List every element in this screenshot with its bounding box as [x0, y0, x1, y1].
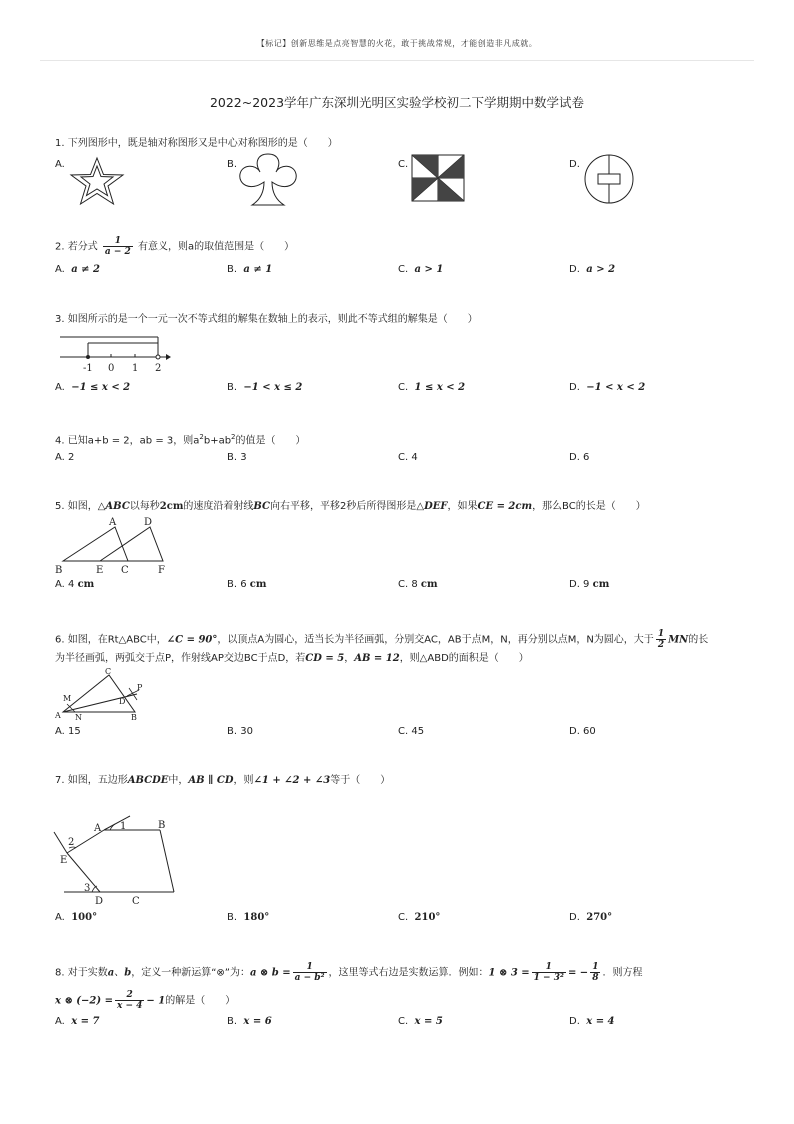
q8-option-a-label: A. [55, 1016, 65, 1027]
question-4-stem [55, 430, 306, 448]
q2-stem-part-2: 有意义，则a的取值范围是（ ） [138, 241, 295, 253]
header-motto: 【标记】创新思维是点亮智慧的火花，敢于挑战常规，才能创造非凡成就。 [256, 39, 538, 48]
q3-tick-0: 0 [108, 363, 115, 374]
q8-f1-num: 1 [293, 962, 327, 973]
q8-fraction-2 [532, 962, 566, 983]
q6-fraction-numerator: 1 [657, 629, 665, 639]
q7-label-b: B [158, 820, 166, 831]
q3-option-c-math: 1 ≤ x < 2 [414, 382, 466, 393]
q4-exponent-2: 2 [231, 433, 236, 441]
q7-text-2: 中， [168, 775, 189, 786]
question-2-stem [55, 236, 294, 257]
q7-option-c-math: 210° [414, 912, 441, 923]
q7-label-a: A [94, 823, 102, 834]
q2-option-b-math: a ≠ 1 [243, 264, 273, 275]
q3-option-c [398, 381, 465, 395]
q8-math-minus-one: − 1 [146, 995, 166, 1007]
q2-option-a [55, 263, 100, 277]
q8-option-b-label: B. [227, 1016, 238, 1027]
q1-option-d-label: D. [569, 159, 580, 170]
q8-fraction-1 [293, 962, 327, 983]
q5-option-d-unit: cm [592, 579, 610, 590]
q7-math-parallel: AB ∥ CD [188, 775, 234, 786]
q5-text-5: ，如果 [447, 501, 478, 512]
q7-option-d [569, 911, 612, 925]
q7-label-c: C [132, 896, 140, 907]
q7-label-2: 2 [68, 837, 75, 848]
q2-option-a-math: a ≠ 2 [71, 264, 100, 275]
q6-option-a: A. 15 [55, 726, 81, 737]
q6-label-d: D [119, 697, 126, 706]
q7-label-d: D [95, 896, 104, 907]
q8-option-d [569, 1015, 615, 1029]
q8-f4-num: 2 [115, 990, 144, 1001]
q6-math-ab: AB = 12 [354, 653, 400, 664]
q5-option-a-label: A. 4 [55, 579, 75, 590]
q8-f4-den: x − 4 [116, 1001, 143, 1011]
q3-number-line [58, 333, 173, 375]
q8-option-c-math: x = 5 [414, 1016, 443, 1027]
q5-option-a-unit: cm [77, 579, 95, 590]
q8-math-equation: x ⊗ (−2) = [55, 995, 113, 1007]
q5-label-e: E [96, 565, 104, 576]
q7-option-a-label: A. [55, 912, 65, 923]
q7-option-d-label: D. [569, 912, 580, 923]
q3-option-a-label: A. [55, 382, 65, 393]
question-5-stem [55, 500, 646, 514]
q8-text-5: 的解是（ ） [165, 995, 236, 1007]
q6-label-p: P [137, 683, 143, 692]
q6-bisector-figure [53, 666, 148, 722]
q7-pentagon-figure [52, 816, 177, 906]
q4-stem-part-3: 的值是（ ） [235, 435, 306, 447]
q7-option-c [398, 911, 440, 925]
q7-option-d-math: 270° [586, 912, 613, 923]
q5-option-b [227, 578, 266, 592]
q8-f1-den: a − b² [294, 973, 325, 983]
q5-label-d: D [144, 517, 153, 528]
q2-option-c-math: a > 1 [414, 264, 444, 275]
header-divider [40, 60, 754, 61]
q1-option-a-label: A. [55, 159, 65, 170]
q5-math-speed: 2cm [159, 501, 184, 512]
q2-fraction [103, 236, 133, 257]
q8-fraction-3 [590, 962, 600, 983]
q6-text-6: ，则△ABD的面积是（ ） [399, 653, 529, 664]
q2-option-a-label: A. [55, 264, 65, 275]
q6-text-5: ， [344, 653, 355, 664]
q8-option-c-label: C. [398, 1016, 409, 1027]
q5-label-b: B [55, 565, 63, 576]
q3-option-d-math: −1 < x < 2 [586, 382, 646, 393]
q4-option-a: A. 2 [55, 452, 75, 463]
q2-option-d-label: D. [569, 264, 580, 275]
q7-option-a [55, 911, 97, 925]
q6-fraction [656, 629, 666, 650]
q7-text-1: 7. 如图，五边形 [55, 775, 128, 786]
q7-option-a-math: 100° [71, 912, 98, 923]
q4-stem-part-1: 4. 已知a+b = 2，ab = 3，则a [55, 435, 200, 447]
q7-option-c-label: C. [398, 912, 409, 923]
q4-option-c: C. 4 [398, 452, 418, 463]
q8-f2-num: 1 [532, 962, 566, 973]
q8-math-a: a [107, 967, 115, 979]
q5-option-b-label: B. 6 [227, 579, 247, 590]
q8-math-def: a ⊗ b = [249, 967, 291, 979]
q6-math-mn: MN [668, 634, 689, 646]
q6-text-2: ，以顶点A为圆心，适当长为半径画弧，分别交AC，AB于点M，N，再分别以点M，N为圆心，大于 [217, 634, 654, 646]
question-8-stem-line-2 [55, 990, 235, 1011]
q3-option-b-label: B. [227, 382, 238, 393]
q4-exponent-1: 2 [199, 433, 204, 441]
q6-text-1: 6. 如图，在Rt△ABC中， [55, 634, 167, 646]
q3-option-b-math: −1 < x ≤ 2 [243, 382, 303, 393]
q2-option-d [569, 263, 615, 277]
q6-option-c: C. 45 [398, 726, 425, 737]
q8-text-2: ，定义一种新运算“⊗”为： [131, 967, 250, 979]
q8-f2-den: 1 − 3² [533, 973, 564, 983]
q2-option-b [227, 263, 272, 277]
q1-club-figure [236, 152, 300, 208]
q8-option-b-math: x = 6 [243, 1016, 272, 1027]
q5-option-d [569, 578, 609, 592]
q3-option-d [569, 381, 645, 395]
q5-text-4: 向右平移，平移2秒后所得图形是△ [270, 501, 425, 512]
q8-option-d-label: D. [569, 1016, 580, 1027]
q5-label-c: C [121, 565, 129, 576]
q2-fraction-numerator: 1 [103, 236, 133, 247]
q3-option-a [55, 381, 130, 395]
q6-option-d: D. 60 [569, 726, 596, 737]
q8-math-eq: = − [567, 967, 589, 979]
q3-option-a-math: −1 ≤ x < 2 [71, 382, 131, 393]
q2-stem-part-1: 2. 若分式 [55, 241, 98, 253]
q8-text-1: 8. 对于实数 [55, 967, 108, 979]
q6-fraction-denominator: 2 [657, 640, 665, 650]
q7-label-e: E [60, 855, 68, 866]
q5-label-a: A [109, 517, 117, 528]
question-8-stem-line-1 [55, 962, 642, 983]
q5-math-bc: BC [253, 501, 271, 512]
q3-tick-minus-1: -1 [83, 363, 93, 374]
q5-option-a [55, 578, 94, 592]
q4-stem-part-2: b+ab [203, 435, 232, 447]
q5-option-c-label: C. 8 [398, 579, 418, 590]
q6-text-4: 为半径画弧，两弧交于点P，作射线AP交边BC于点D，若 [55, 653, 306, 664]
q5-translation-figure [53, 515, 173, 577]
q6-label-n: N [75, 713, 82, 722]
q8-text-3: ，这里等式右边是实数运算．例如： [328, 967, 489, 979]
q7-label-1: 1 [120, 821, 127, 832]
q7-math-angles: ∠1 + ∠2 + ∠3 [253, 775, 331, 786]
q1-circle-figure [582, 153, 636, 205]
q7-math-pentagon: ABCDE [127, 775, 169, 786]
q5-text-3: 的速度沿着射线 [183, 501, 254, 512]
q8-fraction-4 [115, 990, 144, 1011]
q8-option-d-math: x = 4 [586, 1016, 615, 1027]
q8-math-b: b [124, 967, 132, 979]
q3-tick-2: 2 [155, 363, 162, 374]
q7-text-4: 等于（ ） [330, 775, 391, 786]
q8-text-4: ．则方程 [602, 967, 643, 979]
q1-option-c-label: C. [398, 159, 409, 170]
q3-tick-1: 1 [132, 363, 139, 374]
q5-math-abc: ABC [105, 501, 130, 512]
q7-label-3: 3 [84, 883, 91, 894]
question-7-stem [55, 774, 390, 788]
q7-text-3: ，则 [233, 775, 254, 786]
q8-option-a-math: x = 7 [71, 1016, 100, 1027]
q2-fraction-denominator: a − 2 [104, 247, 131, 257]
q8-option-a [55, 1015, 99, 1029]
q7-option-b [227, 911, 269, 925]
q6-math-angle: ∠C = 90° [166, 634, 218, 646]
q5-option-c [398, 578, 438, 592]
q8-math-example: 1 ⊗ 3 = [488, 967, 530, 979]
page-title: 2022~2023学年广东深圳光明区实验学校初二下学期期中数学试卷 [209, 95, 585, 110]
question-6-stem-line-1 [55, 629, 708, 650]
q3-option-c-label: C. [398, 382, 409, 393]
q8-f3-num: 1 [592, 962, 599, 972]
q3-option-d-label: D. [569, 382, 580, 393]
q4-option-d: D. 6 [569, 452, 590, 463]
q6-math-cd: CD = 5 [305, 653, 345, 664]
q8-f3-den: 8 [592, 973, 599, 983]
q5-text-1: 5. 如图，△ [55, 501, 106, 512]
q5-text-2: 以每秒 [129, 501, 160, 512]
question-6-stem-line-2 [55, 652, 529, 666]
q5-option-c-unit: cm [420, 579, 438, 590]
q6-option-b: B. 30 [227, 726, 253, 737]
q6-label-b: B [131, 713, 137, 722]
q3-option-b [227, 381, 302, 395]
q2-option-d-math: a > 2 [586, 264, 616, 275]
q5-math-ce: CE = 2cm [477, 501, 533, 512]
q4-option-b: B. 3 [227, 452, 247, 463]
q5-text-6: ，那么BC的长是（ ） [532, 501, 646, 512]
q2-option-b-label: B. [227, 264, 238, 275]
question-3-stem: 3. 如图所示的是一个一元一次不等式组的解集在数轴上的表示，则此不等式组的解集是（ ） [55, 314, 478, 325]
q2-option-c-label: C. [398, 264, 409, 275]
q8-option-b [227, 1015, 272, 1029]
q1-pinwheel-figure [410, 153, 466, 203]
q6-label-a: A [55, 711, 61, 720]
q5-label-f: F [158, 565, 165, 576]
q6-label-m: M [63, 694, 72, 703]
q2-option-c [398, 263, 443, 277]
q6-label-c: C [105, 667, 112, 676]
q7-option-b-math: 180° [243, 912, 270, 923]
q7-option-b-label: B. [227, 912, 238, 923]
q5-option-b-unit: cm [249, 579, 267, 590]
q1-option-b-label: B. [227, 159, 238, 170]
question-1-stem: 1. 下列图形中，既是轴对称图形又是中心对称图形的是（ ） [55, 138, 338, 149]
q8-text-1b: 、 [114, 967, 125, 979]
q6-text-3: 的长 [688, 634, 709, 646]
q5-option-d-label: D. 9 [569, 579, 590, 590]
q1-star-figure [68, 156, 126, 206]
q8-option-c [398, 1015, 443, 1029]
q5-math-def: DEF [424, 501, 448, 512]
